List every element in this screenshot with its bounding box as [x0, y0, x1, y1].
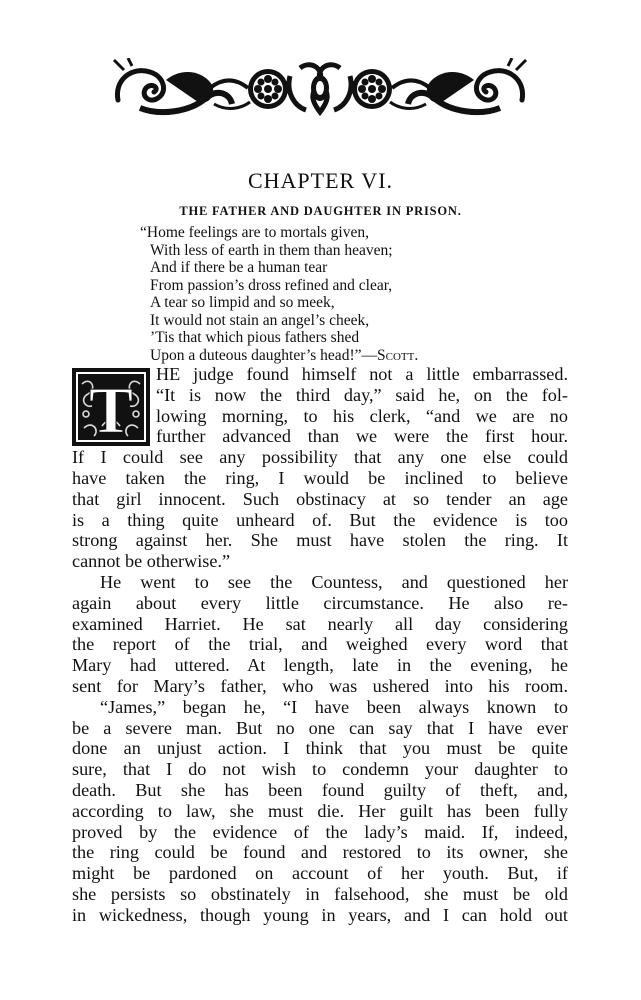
body-line: cannot be otherwise.”: [72, 551, 231, 572]
body-line: have taken the ring, I would be inclined to believe: [72, 467, 568, 488]
poem-line-last: [140, 347, 500, 365]
chapter-title: CHAPTER VI.: [247, 168, 394, 193]
body-line: death. But she has been found guilty of theft, and,: [72, 779, 568, 800]
poem-line: A tear so limpid and so meek,: [150, 294, 335, 311]
body-line: again about every little circumstance. He also re-: [72, 592, 568, 613]
body-line: “It is now the third day,” said he, on the fol-: [156, 384, 568, 405]
chapter-body-text: [72, 364, 568, 926]
body-line: in wickedness, though young in years, and I can hold out: [72, 904, 568, 925]
body-line: HE judge found himself not a little embarrassed.: [156, 364, 568, 384]
chapter-subtitle: THE FATHER AND DAUGHTER IN PRISON.: [179, 204, 462, 218]
epigraph-poem: [140, 224, 500, 364]
body-line: He went to see the Countess, and questioned her: [100, 571, 568, 592]
body-line: she persists so obstinately in falsehood, she must be old: [72, 883, 568, 904]
body-line: done an unjust action. I think that you must be quite: [72, 738, 568, 759]
body-line: lowing morning, to his clerk, “and we are no: [156, 405, 568, 426]
body-line: that girl innocent. Such obstinacy at so tender an age: [72, 488, 568, 509]
poem-line: With less of earth in them than heaven;: [150, 241, 393, 259]
body-line: the ring could be found and restored to its owner, she: [72, 842, 568, 863]
body-line: “James,” began he, “I have been always known to: [100, 696, 568, 717]
decorative-header-ornament: [110, 58, 530, 120]
body-line: examined Harriet. He sat nearly all day considering: [72, 613, 568, 634]
body-line: is a thing quite unheard of. But the evidence is too: [72, 509, 568, 530]
body-line: further advanced than we were the first hour.: [156, 426, 568, 447]
poem-attribution: Scott.: [376, 346, 419, 364]
body-line: according to law, she must die. Her guilt has been fully: [72, 800, 568, 821]
body-line: sure, that I do not wish to condemn your daughter to: [72, 759, 568, 780]
poem-line: From passion’s dross refined and clear,: [150, 276, 393, 294]
body-line: If I could see any possibility that any one else could: [72, 447, 568, 468]
poem-line: It would not stain an angel’s cheek,: [150, 311, 370, 329]
body-line: Mary had uttered. At length, late in the evening, he: [72, 655, 568, 676]
drop-cap-letter: T: [88, 374, 134, 446]
poem-final-text: Upon a duteous daughter’s head!”—: [150, 346, 377, 364]
body-line: proved by the evidence of the lady’s maid. If, indeed,: [72, 821, 568, 842]
poem-line: ’Tis that which pious fathers shed: [150, 329, 360, 346]
body-line: strong against her. She must have stolen the ring. It: [72, 530, 568, 551]
body-line: sent for Mary’s father, who was ushered into his room.: [72, 675, 568, 696]
body-line: be a severe man. But no one can say that I have ever: [72, 717, 568, 738]
poem-line: “Home feelings are to mortals given,: [140, 224, 369, 241]
body-line: might be pardoned on account of her youth. But, if: [72, 863, 568, 884]
poem-line: And if there be a human tear: [150, 259, 328, 276]
body-line: the report of the trial, and weighed every word that: [72, 634, 568, 655]
